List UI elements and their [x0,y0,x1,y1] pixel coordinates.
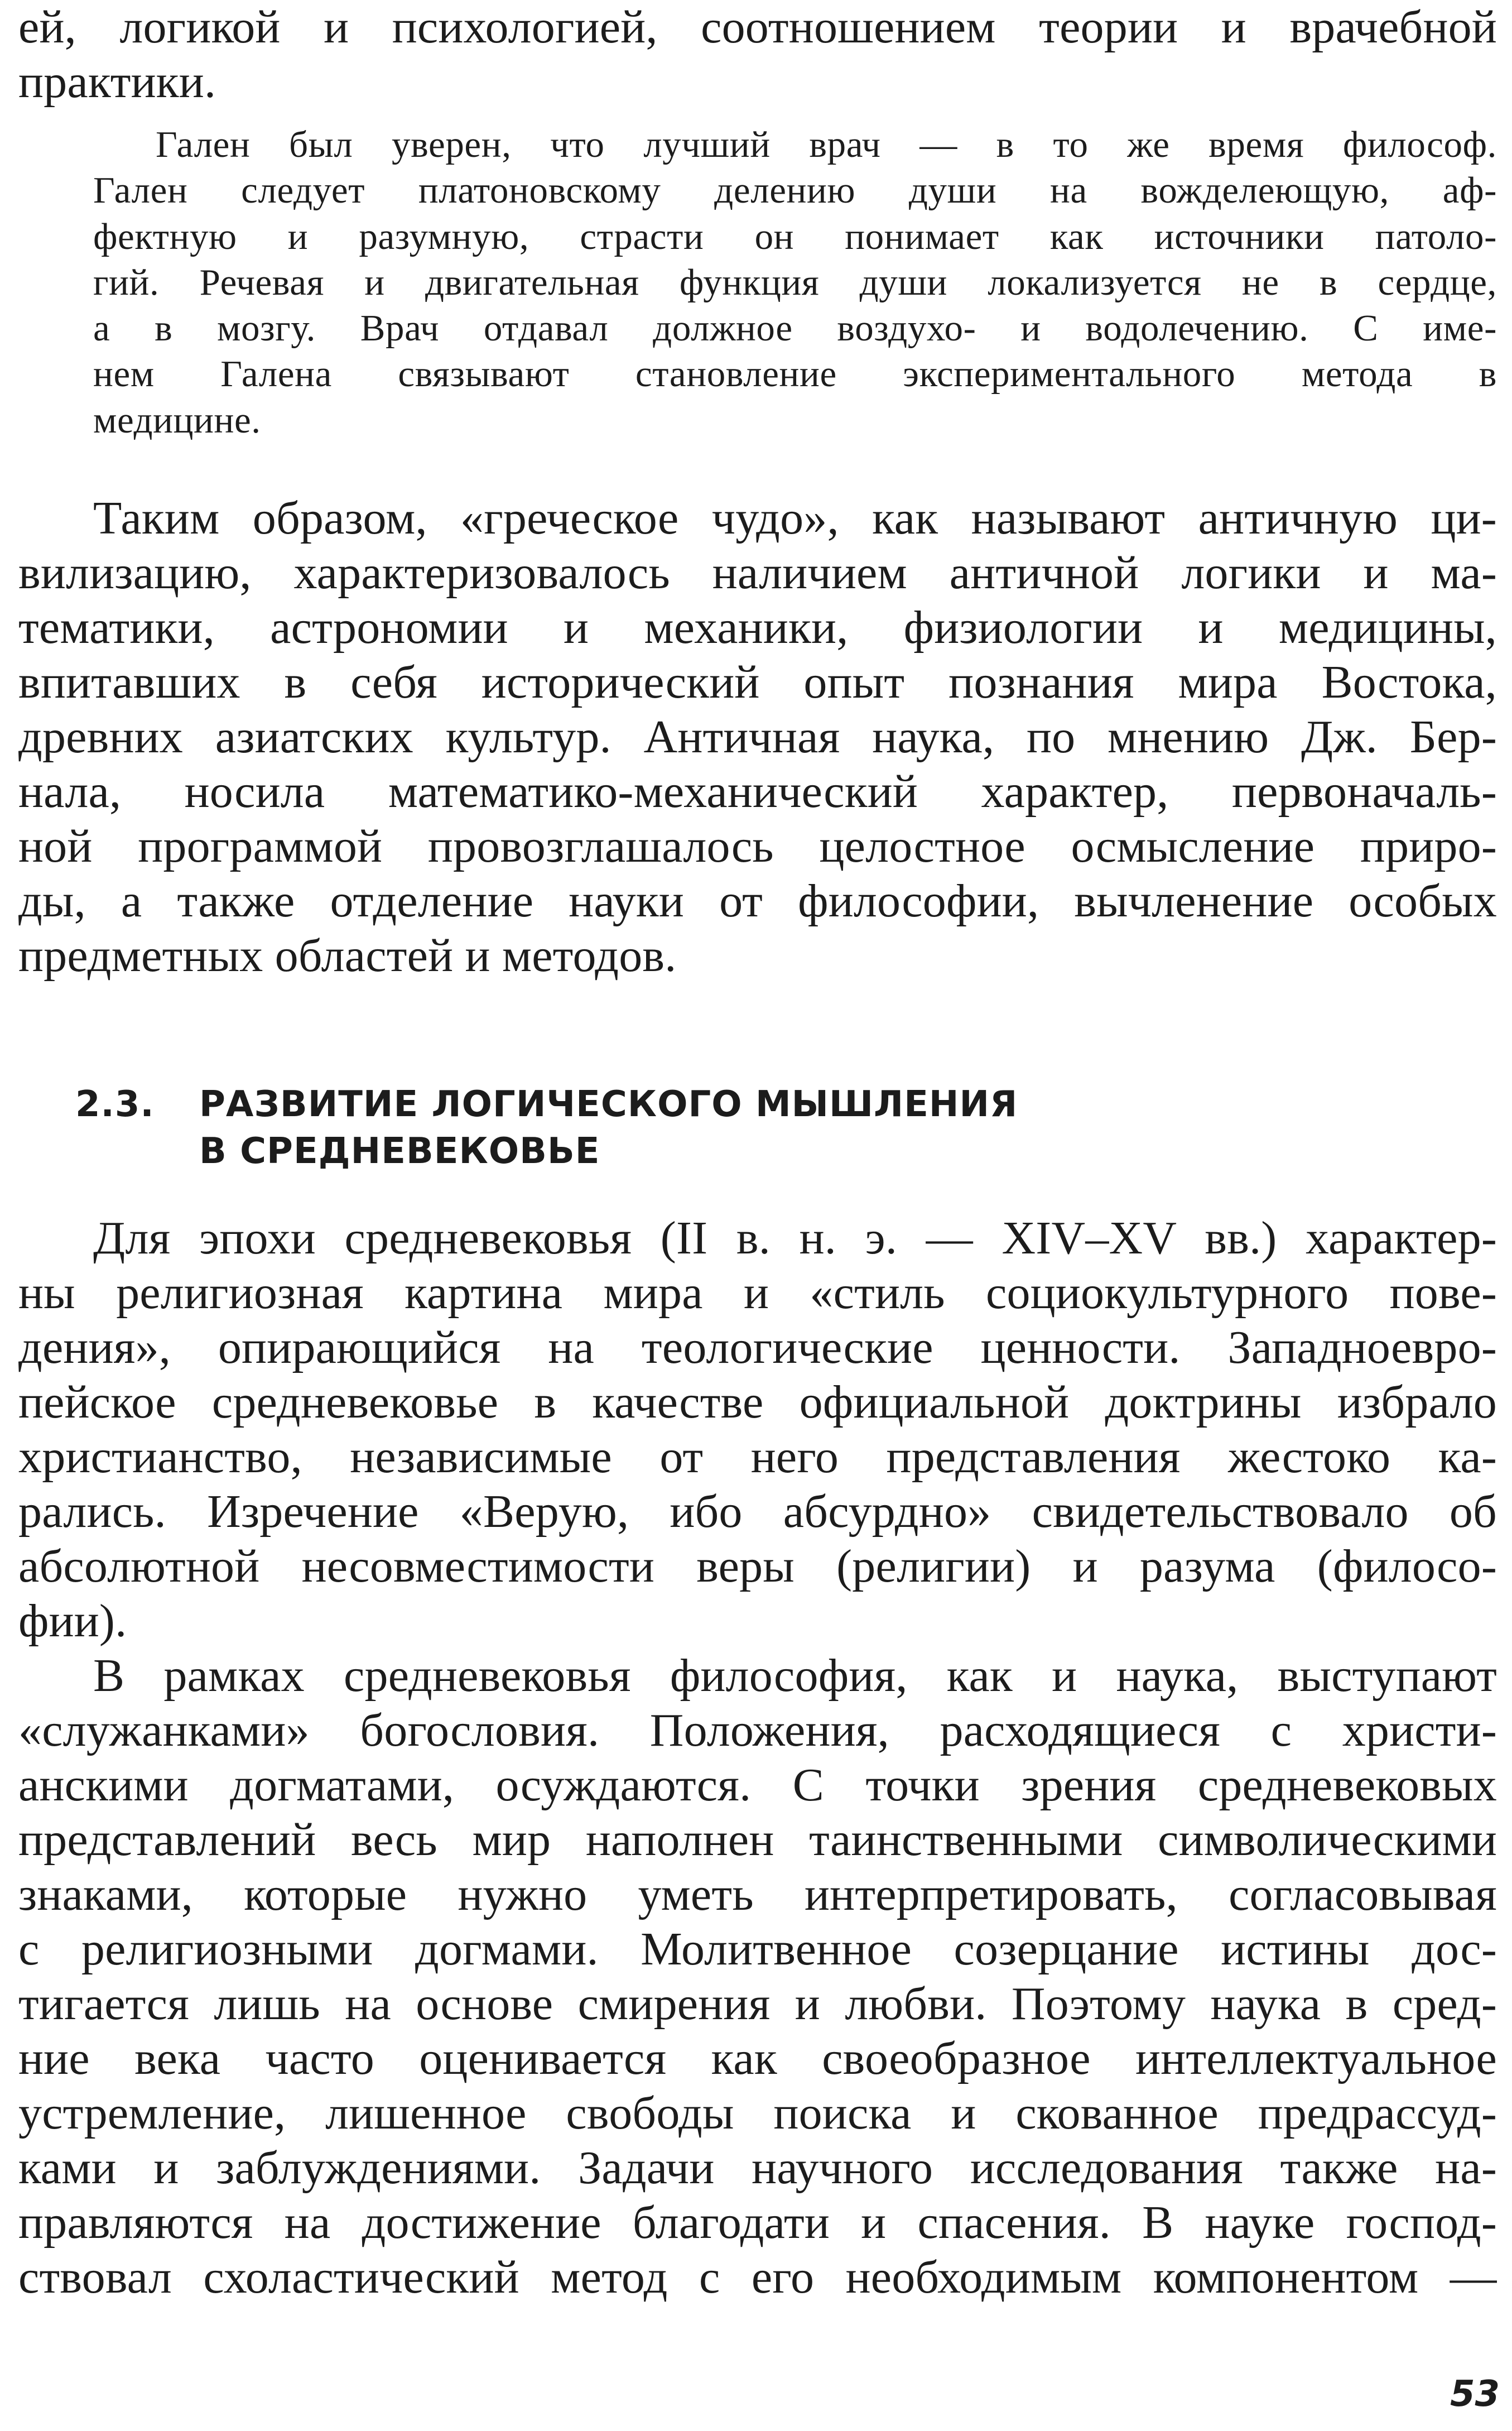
text-line: знаками, которые нужно уметь интерпретировать, согласовывая [18,1868,1497,1920]
text-line: Таким образом, «греческое чудо», как называют античную ци- [93,492,1497,544]
text-line: а в мозгу. Врач отдавал должное воздухо- и водолечению. С име- [93,308,1497,349]
text-line: нем Галена связывают становление экспериментального метода в [93,353,1497,395]
text-line: дения», опирающийся на теологические ценности. Западноевро- [18,1322,1497,1373]
text-line: Для эпохи средневековья (II в. н. э. — XIV–XV вв.) характер- [93,1212,1497,1264]
text-line: тигается лишь на основе смирения и любви. Поэтому наука в сред- [18,1978,1497,2030]
text-line: анскими догматами, осуждаются. С точки зрения средневековых [18,1759,1497,1811]
text-line: В рамках средневековья философия, как и наука, выступают [93,1650,1497,1702]
text-line: ны религиозная картина мира и «стиль социокультурного пове- [18,1267,1497,1319]
text-line: абсолютной несовместимости веры (религии) и разума (филосо- [18,1540,1497,1592]
medieval-paragraph-2 [18,1649,1497,2305]
text-line: устремление, лишенное свободы поиска и скованное предрассуд- [18,2087,1497,2139]
section-heading-line-2 [75,1128,1018,1175]
text-line: фии). [18,1595,127,1647]
text-line: ками и заблуждениями. Задачи научного исследования также на- [18,2142,1497,2194]
text-line: гий. Речевая и двигательная функция души локализуется не в сердце, [93,261,1497,303]
text-line: христианство, независимые от него представления жестоко ка- [18,1431,1497,1483]
text-line: рались. Изречение «Верую, ибо абсурдно» свидетельствовало об [18,1486,1497,1538]
text-line: представлений весь мир наполнен таинственными символическими [18,1814,1497,1866]
text-line: ной программой провозглашалось целостное осмысление приро- [18,820,1497,872]
text-line: фектную и разумную, страсти он понимает как источники патоло- [93,215,1497,257]
text-line: Гален был уверен, что лучший врач — в то же время философ. [156,124,1497,165]
text-line: Гален следует платоновскому делению души на вожделеющую, аф- [93,170,1497,212]
text-line: «служанками» богословия. Положения, расходящиеся с христи- [18,1704,1497,1756]
section-heading-line-1 [75,1081,1018,1128]
page-number: 53 [1450,2374,1500,2415]
section-title-line-1: РАЗВИТИЕ ЛОГИЧЕСКОГО МЫШЛЕНИЯ [199,1084,1018,1125]
text-line: тематики, астрономии и механики, физиологии и медицины, [18,602,1497,654]
text-line: практики. [18,56,216,108]
text-line: древних азиатских культур. Античная наука, по мнению Дж. Бер- [18,711,1497,763]
text-line: с религиозными догмами. Молитвенное созерцание истины дос- [18,1923,1497,1975]
text-line: ей, логикой и психологией, соотношением теории и врачебной [18,1,1497,53]
text-line: правляются на достижение благодати и спасения. В науке господ- [18,2197,1497,2249]
section-title-line-2: В СРЕДНЕВЕКОВЬЕ [199,1131,600,1172]
greek-miracle-paragraph [18,491,1497,983]
medieval-paragraph-1 [18,1211,1497,1649]
text-line: ды, а также отделение науки от философии, вычленение особых [18,875,1497,927]
section-heading [75,1081,1018,1175]
text-line: нала, носила математико-механический характер, первоначаль- [18,766,1497,818]
text-line: ние века часто оценивается как своеобразное интеллектуальное [18,2033,1497,2084]
text-line: впитавших в себя исторический опыт познания мира Востока, [18,656,1497,708]
text-line: ствовал схоластический метод с его необходимым компонентом — [18,2251,1497,2303]
text-line: пейское средневековье в качестве официальной доктрины избрало [18,1376,1497,1428]
section-number: 2.3. [75,1084,155,1125]
text-line: медицине. [93,399,261,441]
text-line: предметных областей и методов. [18,930,677,982]
galen-paragraph [18,122,1497,443]
text-line: вилизацию, характеризовалось наличием античной логики и ма- [18,547,1497,599]
paragraph-continuation [18,0,1497,109]
